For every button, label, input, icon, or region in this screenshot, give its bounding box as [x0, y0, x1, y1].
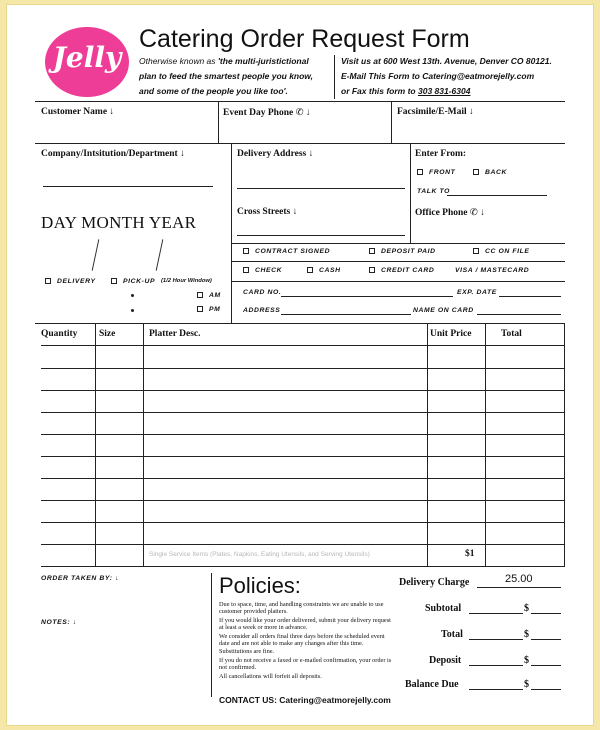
- cash-checkbox[interactable]: CASH: [307, 267, 341, 274]
- delivery-address-input-line[interactable]: [237, 188, 405, 189]
- bullet: [131, 309, 134, 312]
- phone-icon: ✆: [469, 208, 478, 218]
- pick-up-checkbox[interactable]: PICK-UP: [111, 278, 155, 285]
- table-row-rule: [41, 478, 565, 479]
- rule: [231, 261, 565, 262]
- table-row-rule: [41, 368, 565, 369]
- enter-from-label: Enter From:: [415, 149, 467, 159]
- email-line: E-Mail This Form to Catering@eatmorejelly.com: [341, 71, 535, 81]
- exp-date-label: EXP. DATE: [457, 289, 497, 296]
- table-row-rule: [41, 456, 565, 457]
- subtotal-line-a[interactable]: [469, 613, 523, 614]
- table-row-rule: [41, 522, 565, 523]
- deposit-line-b[interactable]: [531, 665, 561, 666]
- front-checkbox[interactable]: FRONT: [417, 169, 455, 176]
- total-dollar: $: [524, 629, 529, 640]
- down-arrow-icon: ↓: [180, 149, 185, 159]
- delivery-charge-label: Delivery Charge: [399, 577, 470, 588]
- service-items-price: $1: [465, 549, 475, 559]
- facsimile-email-label: Facsimile/E-Mail ↓: [397, 107, 474, 117]
- down-arrow-icon: ↓: [292, 207, 298, 217]
- contract-signed-checkbox[interactable]: CONTRACT SIGNED: [243, 248, 330, 255]
- date-separator: [156, 239, 164, 271]
- col-divider: [427, 323, 428, 567]
- policy-5: All cancellations will forfeit all deposits.: [219, 673, 322, 680]
- col-divider: [564, 323, 565, 567]
- exp-date-input-line[interactable]: [499, 296, 561, 297]
- balance-due-label: Balance Due: [405, 679, 459, 690]
- tagline-1-bold: 'the multi-juristictional: [217, 56, 309, 66]
- total-label: Total: [441, 629, 463, 640]
- divider: [391, 101, 392, 143]
- table-row-rule: [41, 345, 565, 346]
- contact-block: [341, 54, 591, 99]
- table-row-rule: [41, 500, 565, 501]
- subtotal-line-b[interactable]: [531, 613, 561, 614]
- rule-top: [35, 101, 565, 102]
- delivery-charge-line[interactable]: [477, 587, 561, 588]
- balance-due-line-a[interactable]: [469, 689, 523, 690]
- address-label: ADDRESS: [243, 307, 281, 314]
- tagline-3: and some of the people you like too'.: [139, 86, 288, 96]
- fax-line-pre: or Fax this form to: [341, 86, 418, 96]
- date-separator: [92, 239, 100, 271]
- divider: [231, 143, 232, 323]
- day-month-year: DAY MONTH YEAR: [41, 213, 197, 232]
- policies-title: Policies:: [219, 573, 301, 598]
- down-arrow-icon: ↓: [308, 149, 314, 159]
- delivery-charge-value: 25.00: [505, 573, 533, 585]
- tagline: [139, 54, 339, 99]
- tagline-1: Otherwise known as: [139, 56, 218, 66]
- col-divider: [143, 323, 144, 567]
- bullet: [131, 294, 134, 297]
- visit-line: Visit us at 600 West 13th. Avenue, Denver CO 80121.: [341, 56, 552, 66]
- back-checkbox[interactable]: BACK: [473, 169, 507, 176]
- deposit-line-a[interactable]: [469, 665, 523, 666]
- logo-text: Jelly: [52, 41, 122, 74]
- card-no-label: CARD NO.: [243, 289, 282, 296]
- cross-streets-label: Cross Streets ↓: [237, 207, 298, 217]
- company-label: Company/Intsitution/Department ↓: [41, 149, 185, 159]
- cc-on-file-checkbox[interactable]: CC ON FILE: [473, 248, 530, 255]
- col-divider: [485, 323, 486, 567]
- credit-card-checkbox[interactable]: CREDIT CARD: [369, 267, 434, 274]
- table-bottom-rule: [41, 566, 565, 567]
- talk-to-input-line[interactable]: [447, 195, 547, 196]
- am-checkbox[interactable]: AM: [197, 292, 221, 299]
- balance-due-dollar: $: [524, 679, 529, 690]
- order-form-sheet: [6, 4, 594, 726]
- hour-window-note: (1/2 Hour Window): [161, 278, 212, 284]
- notes-label: NOTES: ↓: [41, 619, 77, 626]
- tagline-2: plan to feed the smartest people you know,: [139, 71, 313, 81]
- down-arrow-icon: ↓: [109, 107, 115, 117]
- policy-2: If you would like your order delivered, submit your delivery request at least a week or more in advance.: [219, 617, 391, 632]
- total-line-a[interactable]: [469, 639, 523, 640]
- footer-divider: [211, 573, 212, 697]
- deposit-dollar: $: [524, 655, 529, 666]
- delivery-checkbox[interactable]: DELIVERY: [45, 278, 96, 285]
- col-header: Size: [99, 329, 116, 339]
- down-arrow-icon: ↓: [480, 208, 485, 218]
- total-line-b[interactable]: [531, 639, 561, 640]
- policy-4: If you do not receive a faxed or e-mailed confirmation, your order is not confirmed.: [219, 657, 392, 672]
- rule: [231, 243, 565, 244]
- delivery-address-label: Delivery Address ↓: [237, 149, 314, 159]
- table-row-rule: [41, 434, 565, 435]
- down-arrow-icon: ↓: [115, 575, 120, 582]
- down-arrow-icon: ↓: [469, 107, 474, 117]
- col-header: Platter Desc.: [149, 329, 201, 339]
- check-checkbox[interactable]: CHECK: [243, 267, 282, 274]
- col-header: Total: [501, 329, 522, 339]
- rule: [231, 281, 565, 282]
- customer-name-label: Customer Name ↓: [41, 107, 115, 117]
- subtotal-label: Subtotal: [425, 603, 462, 614]
- visa-mastercard-label: VISA / MASTECARD: [455, 267, 530, 274]
- company-input-line[interactable]: [43, 186, 213, 187]
- name-on-card-input-line[interactable]: [477, 314, 561, 315]
- col-divider: [95, 323, 96, 567]
- table-row-rule: [41, 412, 565, 413]
- rule: [35, 143, 565, 144]
- col-header: Quantity: [41, 329, 78, 339]
- policy-3: We consider all orders final three days before the scheduled event date and are not able to make any changes after this time. Substitutions are fine.: [219, 633, 385, 655]
- office-phone-label: Office Phone ✆ ↓: [415, 208, 485, 218]
- down-arrow-icon: ↓: [305, 108, 311, 118]
- talk-to-label: TALK TO: [417, 188, 451, 195]
- down-arrow-icon: ↓: [72, 619, 77, 626]
- name-on-card-label: NAME ON CARD: [413, 307, 474, 314]
- service-items-note: Single Service Items (Plates, Napkins, Eating Utensils, and Serving Utensils): [149, 551, 370, 558]
- deposit-paid-checkbox[interactable]: DEPOSIT PAID: [369, 248, 436, 255]
- card-no-input-line[interactable]: [281, 296, 453, 297]
- phone-icon: ✆: [295, 108, 304, 118]
- jelly-logo: [45, 27, 129, 97]
- address-input-line[interactable]: [281, 314, 411, 315]
- order-taken-by-label: ORDER TAKEN BY: ↓: [41, 575, 120, 582]
- contact-us: CONTACT US: Catering@eatmorejelly.com: [219, 695, 391, 705]
- event-day-phone-label: Event Day Phone ✆ ↓: [223, 108, 311, 118]
- divider: [218, 101, 219, 143]
- deposit-label: Deposit: [429, 655, 462, 666]
- form-title: Catering Order Request Form: [139, 25, 470, 53]
- fax-number: 303 831-6304: [417, 86, 471, 96]
- subtotal-dollar: $: [524, 603, 529, 614]
- pm-checkbox[interactable]: PM: [197, 306, 220, 313]
- table-row-rule: [41, 544, 565, 545]
- policy-1: Due to space, time, and handling constraints we are unable to use customer provided platters.: [219, 601, 384, 616]
- balance-due-line-b[interactable]: [531, 689, 561, 690]
- col-header: Unit Price: [430, 329, 472, 339]
- table-row-rule: [41, 390, 565, 391]
- divider: [410, 143, 411, 243]
- cross-streets-input-line[interactable]: [237, 235, 405, 236]
- header-divider: [334, 55, 335, 99]
